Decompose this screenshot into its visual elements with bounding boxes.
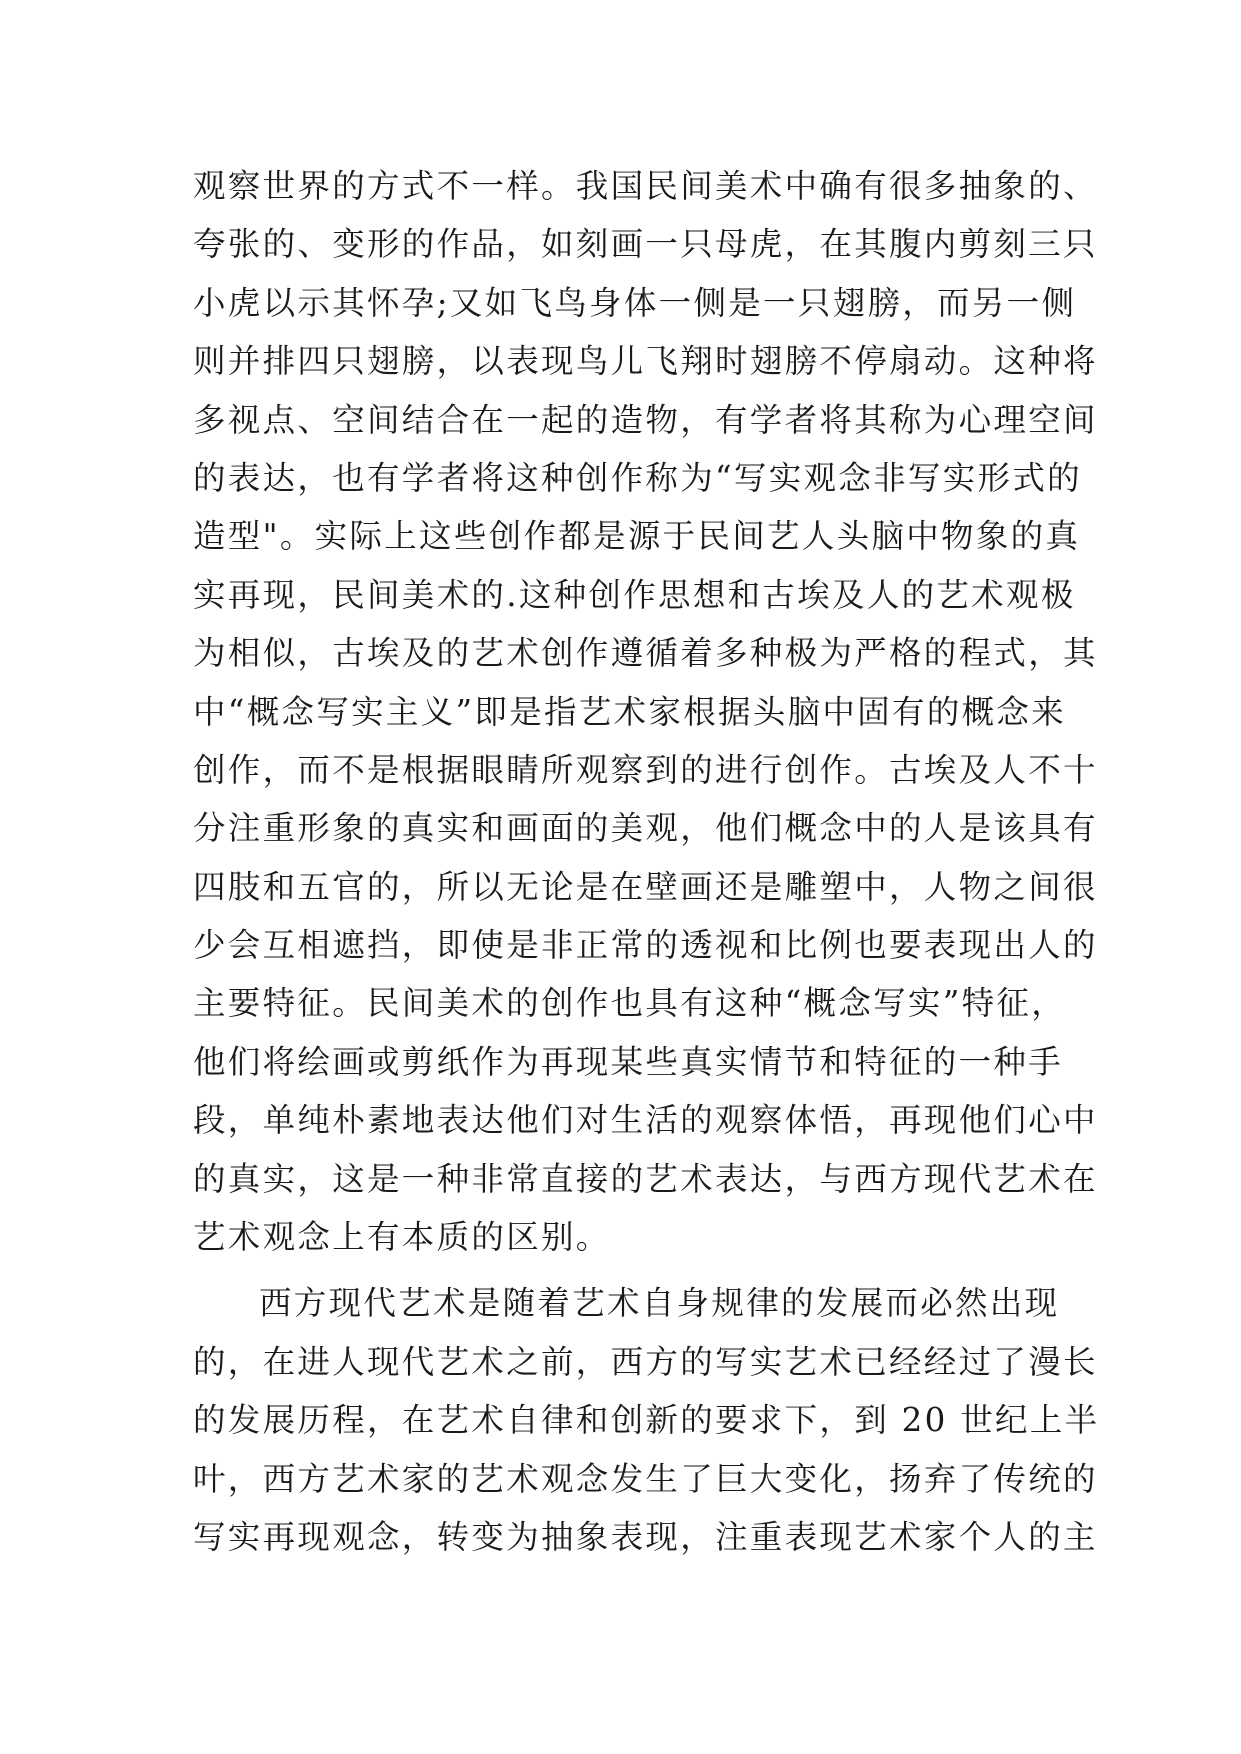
text-line: 的真实，这是一种非常直接的艺术表达，与西方现代艺术在	[193, 1159, 1098, 1198]
text-line: 观察世界的方式不一样。我国民间美术中确有很多抽象的、	[193, 167, 1098, 205]
text-line: 他们将绘画或剪纸作为再现某些真实情节和特征的一种手	[193, 1042, 1064, 1081]
text-line: 西方现代艺术是随着艺术自身规律的发展而必然出现	[259, 1284, 1060, 1323]
text-line: 夸张的、变形的作品，如刻画一只母虎，在其腹内剪刻三只	[193, 225, 1098, 264]
text-line: 小虎以示其怀孕;又如飞鸟身体一侧是一只翅膀，而另一侧	[193, 283, 1077, 322]
text-line: 少会互相遮挡，即使是非正常的透视和比例也要表现出人的	[193, 926, 1098, 965]
text-line: 的，在进人现代艺术之前，西方的写实艺术已经经过了漫长	[193, 1342, 1098, 1381]
text-line: 的表达，也有学者将这种创作称为“写实观念非写实形式的	[193, 458, 1082, 497]
paragraph-1	[193, 157, 1098, 1266]
text-line: 主要特征。民间美术的创作也具有这种“概念写实”特征，	[193, 984, 1067, 1023]
paragraph-spacing	[193, 1266, 1053, 1274]
body-text	[193, 157, 1100, 1566]
text-line: 四肢和五官的，所以无论是在壁画还是雕塑中，人物之间很	[193, 867, 1098, 906]
text-line: 为相似，古埃及的艺术创作遵循着多种极为严格的程式，其	[193, 634, 1098, 673]
text-line: 实再现，民间美术的.这种创作思想和古埃及人的艺术观极	[193, 575, 1076, 614]
text-line: 创作，而不是根据眼睛所观察到的进行创作。古埃及人不十	[193, 750, 1098, 789]
text-line: 段，单纯朴素地表达他们对生活的观察体悟，再现他们心中	[193, 1101, 1098, 1140]
text-line: 写实再现观念，转变为抽象表现，注重表现艺术家个人的主	[193, 1517, 1098, 1556]
text-line: 则并排四只翅膀，以表现鸟儿飞翔时翅膀不停扇动。这种将	[193, 342, 1098, 381]
text-line: 中“概念写实主义”即是指艺术家根据头脑中固有的概念来	[193, 692, 1067, 731]
text-line: 叶，西方艺术家的艺术观念发生了巨大变化，扬弃了传统的	[193, 1459, 1098, 1498]
text-line: 的发展历程，在艺术自律和创新的要求下，到 20 世纪上半	[193, 1401, 1100, 1440]
text-line: 艺术观念上有本质的区别。	[193, 1218, 611, 1257]
text-line: 多视点、空间结合在一起的造物，有学者将其称为心理空间	[193, 400, 1098, 439]
paragraph-2	[193, 1274, 1100, 1566]
text-line: 造型"。实际上这些创作都是源于民间艺人头脑中物象的真	[193, 517, 1081, 556]
text-line: 分注重形象的真实和画面的美观，他们概念中的人是该具有	[193, 809, 1098, 848]
